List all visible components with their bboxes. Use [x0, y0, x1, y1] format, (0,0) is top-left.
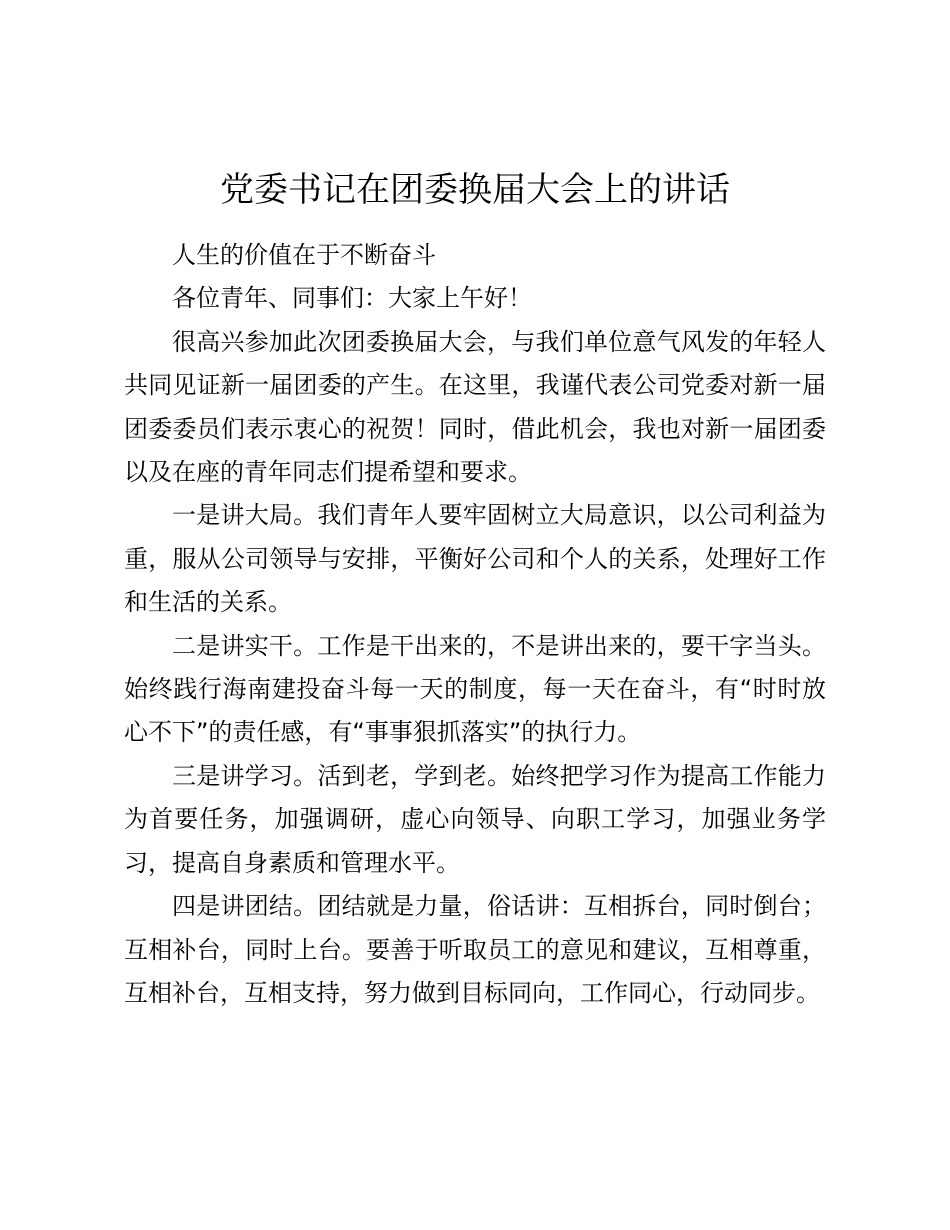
- point-one-paragraph: 一是讲大局。我们青年人要牢固树立大局意识，以公司利益为重，服从公司领导与安排，平衡好公司和个人的关系，处理好工作和生活的关系。: [124, 501, 826, 617]
- subtitle-paragraph: 人生的价值在于不断奋斗: [172, 241, 436, 269]
- document-title: 党委书记在团委换届大会上的讲话: [220, 170, 730, 210]
- point-three-paragraph: 三是讲学习。活到老，学到老。始终把学习作为提高工作能力为首要任务，加强调研，虚心向领导、向职工学习，加强业务学习，提高自身素质和管理水平。: [124, 761, 826, 877]
- intro-paragraph: 很高兴参加此次团委换届大会，与我们单位意气风发的年轻人共同见证新一届团委的产生。在这里，我谨代表公司党委对新一届团委委员们表示衷心的祝贺！同时，借此机会，我也对新一届团委以及在座的青年同志们提希望和要求。: [124, 327, 826, 487]
- point-two-paragraph: 二是讲实干。工作是干出来的，不是讲出来的，要干字当头。始终践行海南建投奋斗每一天的制度，每一天在奋斗，有“时时放心不下”的责任感，有“事事狠抓落实”的执行力。: [124, 631, 826, 747]
- point-four-paragraph: 四是讲团结。团结就是力量，俗话讲：互相拆台，同时倒台；互相补台，同时上台。要善于听取员工的意见和建议，互相尊重，互相补台，互相支持，努力做到目标同向，工作同心，行动同步。: [124, 892, 826, 1007]
- greeting-paragraph: 各位青年、同事们：大家上午好！: [172, 284, 532, 313]
- document-body: [124, 234, 826, 1015]
